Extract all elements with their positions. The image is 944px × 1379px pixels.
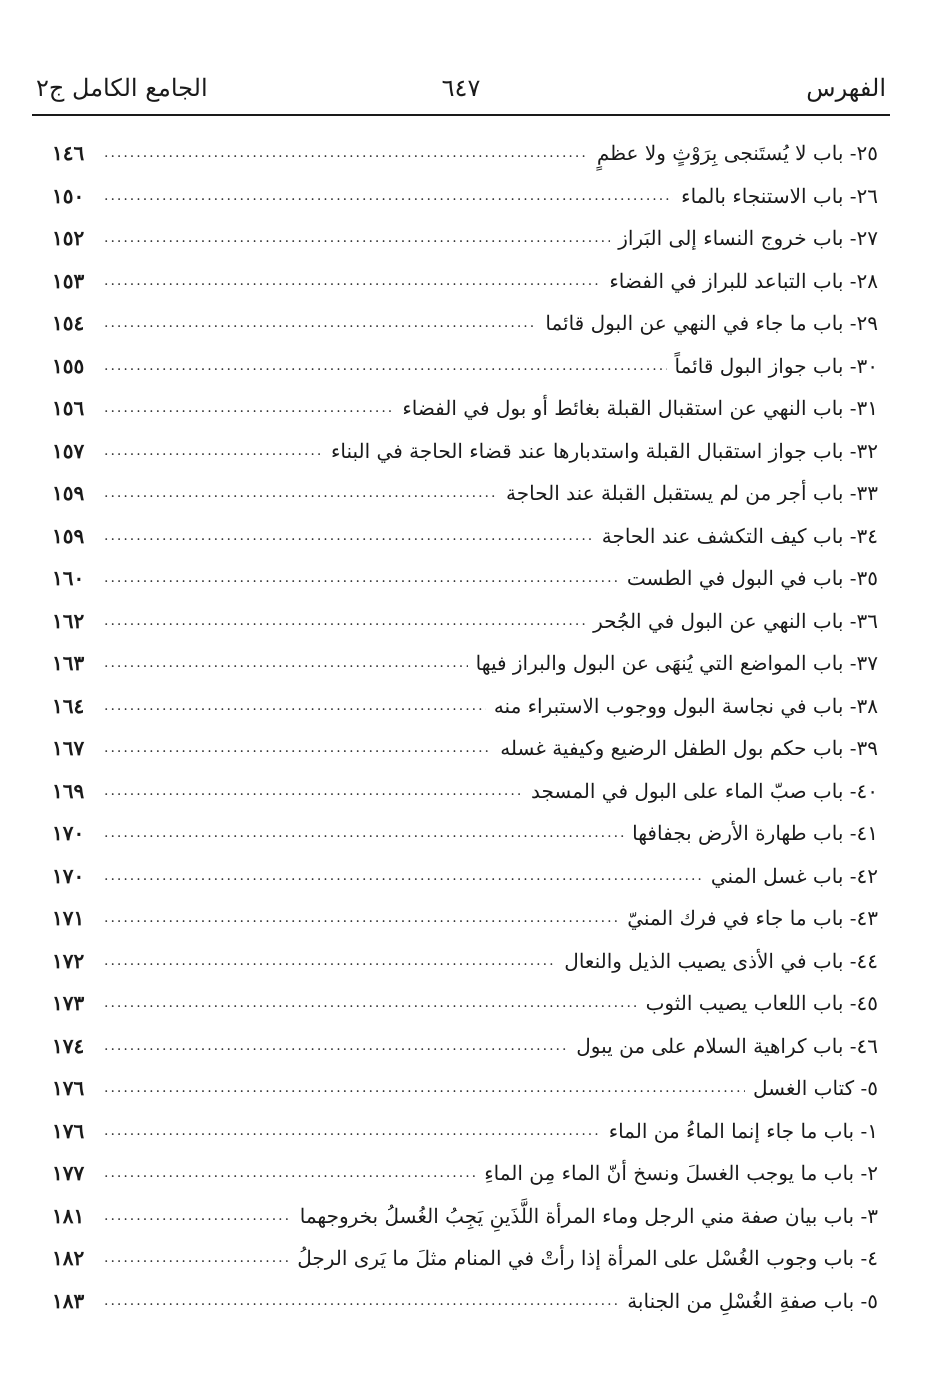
dot-leader [104, 188, 673, 204]
dot-leader [104, 145, 589, 161]
dot-leader [104, 400, 394, 416]
dot-leader [104, 1208, 292, 1224]
toc-entry-title: ٣١- باب النهي عن استقبال القبلة بغائط أو بول في الفضاء [402, 396, 878, 421]
toc-entry-title: ٢٦- باب الاستنجاء بالماء [681, 183, 878, 208]
toc-entry-title: ٢٧- باب خروج النساء إلى البَراز [618, 226, 878, 251]
toc-entry [52, 515, 878, 558]
toc-entry-title: ٤٥- باب اللعاب يصيب الثوب [645, 991, 878, 1016]
toc-entry-title: ٤- باب وجوب الغُسْل على المرأة إذا رأتْ في المنام مثلَ ما يَرى الرجلُ [297, 1246, 878, 1271]
toc-entry-page: ١٧٦ [52, 1118, 85, 1143]
toc-entry-page: ١٧٠ [52, 863, 85, 888]
toc-entry-page: ١٦٢ [52, 608, 85, 633]
toc-entry-title: ٣٣- باب أجر من لم يستقبل القبلة عند الحاجة [506, 481, 878, 506]
toc-entry [52, 685, 878, 728]
dot-leader [104, 443, 323, 459]
header-rule [32, 114, 890, 116]
toc-entry [52, 302, 878, 345]
toc-entry-page: ١٧٤ [52, 1033, 85, 1058]
toc-entry-title: ٢- باب ما يوجب الغسلَ ونسخ أنّ الماء مِن الماءِ [484, 1161, 878, 1186]
toc-entry-title: ٣٢- باب جواز استقبال القبلة واستدبارها عند قضاء الحاجة في البناء [330, 438, 878, 463]
toc-entry [52, 1025, 878, 1068]
toc-entry [52, 345, 878, 388]
toc-entry-page: ١٥٦ [52, 396, 85, 421]
toc-entry-page: ١٧٧ [52, 1161, 85, 1186]
toc-entry [52, 1152, 878, 1195]
toc-entry-title: ٤١- باب طهارة الأرض بجفافها [632, 821, 878, 846]
toc-entry-title: ٥- باب صفةِ الغُسْلِ من الجنابة [627, 1288, 878, 1313]
toc-entry-page: ١٧٠ [52, 821, 85, 846]
toc-entry [52, 1110, 878, 1153]
dot-leader [104, 1165, 476, 1181]
toc-entry [52, 600, 878, 643]
toc-entry [52, 1280, 878, 1323]
toc-entry-page: ١٥٣ [52, 268, 85, 293]
toc-entry [52, 472, 878, 515]
page-header [36, 68, 886, 108]
toc-entry-title: ٢٥- باب لا يُستَنجى بِرَوْثٍ ولا عظمٍ [596, 141, 878, 166]
toc-entry-title: ٣٧- باب المواضع التي يُنهَى عن البول والبراز فيها [475, 651, 878, 676]
toc-entry-title: ١- باب ما جاء إنما الماءُ من الماء [608, 1118, 878, 1143]
toc-entry [52, 430, 878, 473]
book-title: الجامع الكامل ج٢ [36, 74, 208, 102]
toc-entry [52, 1067, 878, 1110]
toc-entry-title: ٥- كتاب الغسل [753, 1076, 878, 1101]
dot-leader [104, 273, 601, 289]
toc-entry [52, 812, 878, 855]
toc-entry [52, 1195, 878, 1238]
toc-entry-page: ١٦٩ [52, 778, 85, 803]
toc-entry [52, 175, 878, 218]
dot-leader [104, 1250, 289, 1266]
dot-leader [104, 485, 498, 501]
toc-entry-title: ٣- باب بيان صفة مني الرجل وماء المرأة اللَّذَينِ يَجِبُ الغُسلُ بخروجهما [299, 1203, 878, 1228]
toc-entry-page: ١٨٢ [52, 1246, 85, 1271]
dot-leader [104, 613, 585, 629]
dot-leader [104, 1080, 745, 1096]
toc-entry-page: ١٦٠ [52, 566, 85, 591]
dot-leader [104, 783, 523, 799]
toc-entry-title: ٣٩- باب حكم بول الطفل الرضيع وكيفية غسله [500, 736, 878, 761]
dot-leader [104, 698, 486, 714]
dot-leader [104, 740, 492, 756]
toc-entry-page: ١٥٤ [52, 311, 85, 336]
dot-leader [104, 315, 537, 331]
toc-entry-page: ١٧٣ [52, 991, 85, 1016]
toc-entry-page: ١٧٦ [52, 1076, 85, 1101]
toc-entry-page: ١٨٣ [52, 1288, 85, 1313]
toc-entry-page: ١٧٢ [52, 948, 85, 973]
toc-entry-page: ١٦٣ [52, 651, 85, 676]
toc-entry-page: ١٥٩ [52, 481, 85, 506]
toc-entry [52, 557, 878, 600]
toc-entry-page: ١٦٤ [52, 693, 85, 718]
toc-entry-title: ٣٤- باب كيف التكشف عند الحاجة [601, 523, 878, 548]
dot-leader [104, 528, 594, 544]
toc-entry-title: ٣٠- باب جواز البول قائماً [674, 353, 878, 378]
dot-leader [104, 825, 624, 841]
toc-entry-page: ١٨١ [52, 1203, 85, 1228]
toc-entry-title: ٣٨- باب في نجاسة البول ووجوب الاستبراء منه [493, 693, 878, 718]
toc-entry-page: ١٤٦ [52, 141, 85, 166]
dot-leader [104, 910, 619, 926]
toc-entry [52, 132, 878, 175]
dot-leader [104, 1293, 619, 1309]
toc-entry [52, 855, 878, 898]
section-title: الفهرس [806, 74, 886, 102]
toc-entry [52, 770, 878, 813]
toc-entry-title: ٤٢- باب غسل المني [710, 863, 878, 888]
toc-entry-title: ٤٣- باب ما جاء في فرك المنيّ [627, 906, 878, 931]
toc-entry-page: ١٥٩ [52, 523, 85, 548]
toc-entry-page: ١٦٧ [52, 736, 85, 761]
table-of-contents [52, 132, 878, 1322]
toc-entry-page: ١٥٠ [52, 183, 85, 208]
toc-entry-title: ٤٤- باب في الأذى يصيب الذيل والنعال [564, 948, 878, 973]
dot-leader [104, 995, 638, 1011]
toc-entry-page: ١٥٢ [52, 226, 85, 251]
dot-leader [104, 570, 619, 586]
toc-entry [52, 260, 878, 303]
toc-entry-title: ٤٠- باب صبّ الماء على البول في المسجد [530, 778, 878, 803]
dot-leader [104, 868, 703, 884]
page-number: ٦٤٧ [441, 74, 481, 102]
dot-leader [104, 1038, 568, 1054]
toc-entry-title: ٢٨- باب التباعد للبراز في الفضاء [609, 268, 878, 293]
dot-leader [104, 655, 468, 671]
toc-entry [52, 387, 878, 430]
toc-entry-title: ٢٩- باب ما جاء في النهي عن البول قائما [545, 311, 878, 336]
toc-entry-title: ٤٦- باب كراهية السلام على من يبول [576, 1033, 878, 1058]
toc-entry-page: ١٧١ [52, 906, 85, 931]
toc-entry-title: ٣٦- باب النهي عن البول في الجُحر [593, 608, 878, 633]
toc-entry-page: ١٥٥ [52, 353, 85, 378]
toc-entry [52, 897, 878, 940]
dot-leader [104, 953, 556, 969]
toc-entry [52, 217, 878, 260]
dot-leader [104, 1123, 601, 1139]
toc-entry [52, 940, 878, 983]
dot-leader [104, 230, 610, 246]
toc-entry [52, 727, 878, 770]
toc-entry [52, 982, 878, 1025]
dot-leader [104, 358, 667, 374]
toc-entry-page: ١٥٧ [52, 438, 85, 463]
toc-entry [52, 1237, 878, 1280]
toc-entry [52, 642, 878, 685]
toc-entry-title: ٣٥- باب في البول في الطست [626, 566, 878, 591]
